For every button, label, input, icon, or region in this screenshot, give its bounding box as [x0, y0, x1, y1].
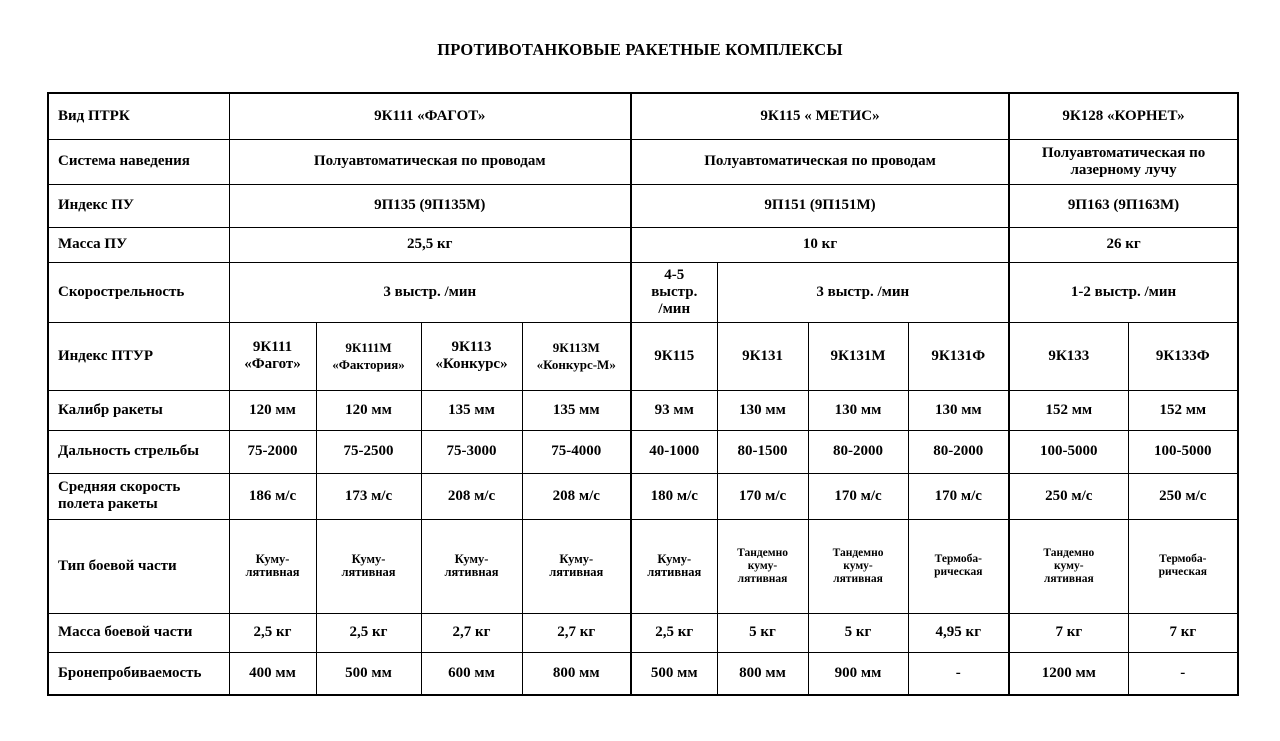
range-cell: 75-2500 — [316, 430, 421, 473]
warhead-type-cell: Тандемно куму- лятивная — [1009, 519, 1128, 613]
caliber-cell: 135 мм — [421, 390, 522, 430]
missile-index-cell: 9К113 «Конкурс» — [421, 322, 522, 390]
guidance-kornet: Полуавтоматическая по лазерному лучу — [1009, 139, 1238, 184]
launcher-index-metis: 9П151 (9П151М) — [631, 184, 1009, 227]
warhead-type-cell: Куму- лятивная — [229, 519, 316, 613]
caliber-cell: 120 мм — [316, 390, 421, 430]
guidance-fagot: Полуавтоматическая по проводам — [229, 139, 631, 184]
caliber-cell: 152 мм — [1009, 390, 1128, 430]
speed-cell: 250 м/с — [1128, 473, 1238, 519]
row-system-type — [48, 93, 1238, 139]
speed-cell: 208 м/с — [421, 473, 522, 519]
warhead-mass-cell: 2,5 кг — [631, 613, 717, 652]
rate-of-fire-9k115: 4-5 выстр. /мин — [631, 262, 717, 322]
missile-index-cell: 9К111М «Фактория» — [316, 322, 421, 390]
penetration-cell: - — [908, 652, 1009, 695]
row-launcher-index — [48, 184, 1238, 227]
speed-cell: 180 м/с — [631, 473, 717, 519]
launcher-mass-fagot: 25,5 кг — [229, 227, 631, 262]
range-cell: 100-5000 — [1128, 430, 1238, 473]
speed-cell: 186 м/с — [229, 473, 316, 519]
caliber-cell: 93 мм — [631, 390, 717, 430]
range-cell: 75-3000 — [421, 430, 522, 473]
warhead-type-cell: Куму- лятивная — [421, 519, 522, 613]
penetration-cell: 800 мм — [717, 652, 808, 695]
range-cell: 80-2000 — [808, 430, 908, 473]
speed-cell: 250 м/с — [1009, 473, 1128, 519]
speed-cell: 170 м/с — [808, 473, 908, 519]
range-cell: 100-5000 — [1009, 430, 1128, 473]
row-label-guidance: Система наведения — [48, 139, 229, 184]
warhead-type-cell: Куму- лятивная — [631, 519, 717, 613]
missile-index-cell: 9К115 — [631, 322, 717, 390]
caliber-cell: 135 мм — [522, 390, 631, 430]
warhead-type-cell: Термоба- рическая — [908, 519, 1009, 613]
penetration-cell: 400 мм — [229, 652, 316, 695]
row-label-penetration: Бронепробиваемость — [48, 652, 229, 695]
warhead-mass-cell: 2,5 кг — [229, 613, 316, 652]
rate-of-fire-kornet: 1-2 выстр. /мин — [1009, 262, 1238, 322]
row-launcher-mass — [48, 227, 1238, 262]
speed-cell: 170 м/с — [908, 473, 1009, 519]
range-cell: 40-1000 — [631, 430, 717, 473]
caliber-cell: 130 мм — [717, 390, 808, 430]
warhead-mass-cell: 5 кг — [717, 613, 808, 652]
row-caliber — [48, 390, 1238, 430]
caliber-cell: 130 мм — [908, 390, 1009, 430]
penetration-cell: 500 мм — [316, 652, 421, 695]
warhead-mass-cell: 2,7 кг — [522, 613, 631, 652]
speed-cell: 170 м/с — [717, 473, 808, 519]
penetration-cell: 500 мм — [631, 652, 717, 695]
missile-index-cell: 9К131М — [808, 322, 908, 390]
range-cell: 80-2000 — [908, 430, 1009, 473]
penetration-cell: 1200 мм — [1009, 652, 1128, 695]
row-label-rate-of-fire: Скорострельность — [48, 262, 229, 322]
row-warhead-mass — [48, 613, 1238, 652]
row-label-missile-index: Индекс ПТУР — [48, 322, 229, 390]
missile-index-cell: 9К131Ф — [908, 322, 1009, 390]
row-missile-index — [48, 322, 1238, 390]
penetration-cell: - — [1128, 652, 1238, 695]
row-guidance — [48, 139, 1238, 184]
penetration-cell: 600 мм — [421, 652, 522, 695]
warhead-type-cell: Куму- лятивная — [522, 519, 631, 613]
launcher-index-fagot: 9П135 (9П135М) — [229, 184, 631, 227]
penetration-cell: 900 мм — [808, 652, 908, 695]
missile-index-cell: 9К113М «Конкурс-М» — [522, 322, 631, 390]
warhead-mass-cell: 2,5 кг — [316, 613, 421, 652]
warhead-mass-cell: 2,7 кг — [421, 613, 522, 652]
speed-cell: 173 м/с — [316, 473, 421, 519]
speed-cell: 208 м/с — [522, 473, 631, 519]
row-label-launcher-mass: Масса ПУ — [48, 227, 229, 262]
row-label-range: Дальность стрельбы — [48, 430, 229, 473]
rate-of-fire-fagot: 3 выстр. /мин — [229, 262, 631, 322]
range-cell: 75-2000 — [229, 430, 316, 473]
warhead-type-cell: Тандемно куму- лятивная — [717, 519, 808, 613]
warhead-mass-cell: 7 кг — [1128, 613, 1238, 652]
system-name-metis: 9К115 « МЕТИС» — [631, 93, 1009, 139]
row-range — [48, 430, 1238, 473]
missile-index-cell: 9К133 — [1009, 322, 1128, 390]
row-label-caliber: Калибр ракеты — [48, 390, 229, 430]
range-cell: 75-4000 — [522, 430, 631, 473]
warhead-mass-cell: 4,95 кг — [908, 613, 1009, 652]
caliber-cell: 120 мм — [229, 390, 316, 430]
row-rate-of-fire — [48, 262, 1238, 322]
row-speed — [48, 473, 1238, 519]
warhead-type-cell: Термоба- рическая — [1128, 519, 1238, 613]
rate-of-fire-metis: 3 выстр. /мин — [717, 262, 1009, 322]
row-label-warhead-type: Тип боевой части — [48, 519, 229, 613]
penetration-cell: 800 мм — [522, 652, 631, 695]
range-cell: 80-1500 — [717, 430, 808, 473]
missile-index-cell: 9К131 — [717, 322, 808, 390]
warhead-type-cell: Куму- лятивная — [316, 519, 421, 613]
atgm-specs-table — [47, 92, 1239, 696]
launcher-mass-metis: 10 кг — [631, 227, 1009, 262]
caliber-cell: 152 мм — [1128, 390, 1238, 430]
launcher-mass-kornet: 26 кг — [1009, 227, 1238, 262]
row-warhead-type — [48, 519, 1238, 613]
row-label-launcher-index: Индекс ПУ — [48, 184, 229, 227]
warhead-mass-cell: 5 кг — [808, 613, 908, 652]
guidance-metis: Полуавтоматическая по проводам — [631, 139, 1009, 184]
row-penetration — [48, 652, 1238, 695]
launcher-index-kornet: 9П163 (9П163М) — [1009, 184, 1238, 227]
row-label-speed: Средняя скорость полета ракеты — [48, 473, 229, 519]
missile-index-cell: 9К111 «Фагот» — [229, 322, 316, 390]
page-title: ПРОТИВОТАНКОВЫЕ РАКЕТНЫЕ КОМПЛЕКСЫ — [437, 40, 843, 59]
caliber-cell: 130 мм — [808, 390, 908, 430]
row-label-type: Вид ПТРК — [48, 93, 229, 139]
system-name-fagot: 9К111 «ФАГОТ» — [229, 93, 631, 139]
missile-index-cell: 9К133Ф — [1128, 322, 1238, 390]
warhead-type-cell: Тандемно куму- лятивная — [808, 519, 908, 613]
system-name-kornet: 9К128 «КОРНЕТ» — [1009, 93, 1238, 139]
row-label-warhead-mass: Масса боевой части — [48, 613, 229, 652]
warhead-mass-cell: 7 кг — [1009, 613, 1128, 652]
